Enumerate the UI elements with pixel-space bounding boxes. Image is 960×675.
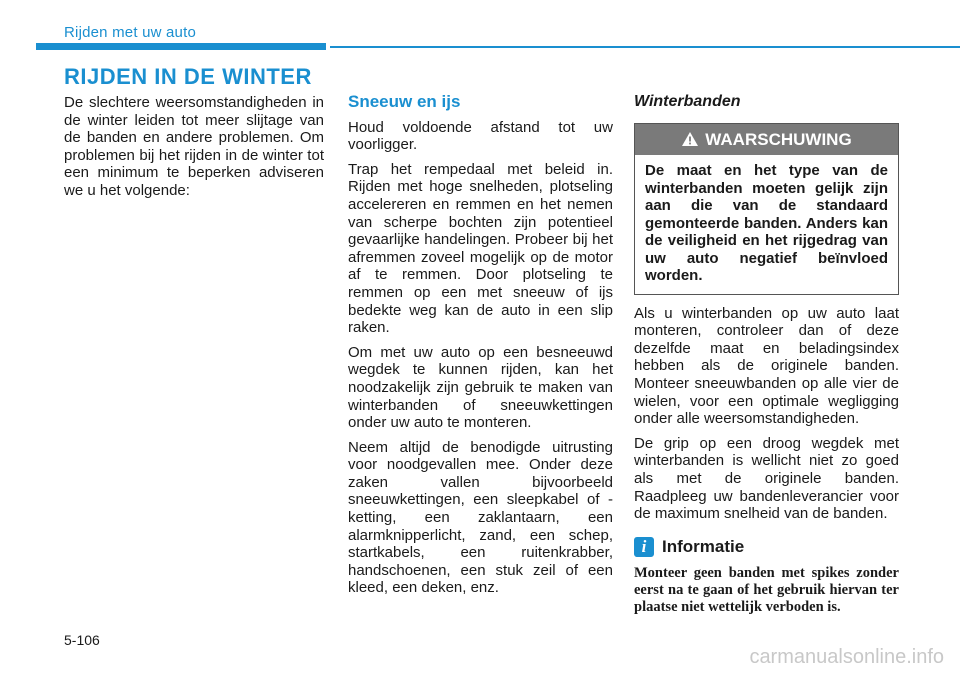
warning-header: [635, 124, 898, 156]
warning-triangle-icon: [681, 131, 699, 147]
paragraph: Om met uw auto op een besneeuwd wegdek te kunnen rijden, kan het noodzakelijk zijn gebruik te maken van winterbanden of sneeuwkettingen onder uw auto te monteren.: [348, 343, 613, 432]
watermark: carmanualsonline.info: [749, 646, 944, 668]
info-title: Informatie: [662, 537, 745, 557]
paragraph: Trap het rempedaal met beleid in. Rijden met hoge snelheden, plotseling accelereren en remmen en het nemen van scherpe bochten zijn potentieel gevaarlijke handelingen. Probeer bij het afremmen zoveel mogelijk op de motor af te remmen. Door plotseling te remmen op een met sneeuw of ijs bedekte weg kan de auto in een slip raken.: [348, 160, 613, 337]
info-header: [634, 537, 899, 557]
column-middle: [348, 93, 613, 604]
info-text: Monteer geen banden met spikes zonder eerst na te gaan of het gebruik hiervan ter plaatse niet wettelijk verboden is.: [634, 564, 899, 615]
intro-paragraph: De slechtere weersomstandigheden in de winter leiden tot meer slijtage van de banden en andere problemen. Om problemen bij het rijden in de winter tot een minimum te beperken adviseren we u het volgende:: [64, 94, 324, 199]
warning-text: De maat en het type van de winterbanden moeten gelijk zijn aan die van de standaard gemonteerde banden. Anders kan de veiligheid en het rijgedrag van uw auto negatief beïnvloed worden.: [645, 162, 888, 285]
page-number: 5-106: [64, 632, 100, 648]
warning-label: WAARSCHUWING: [705, 129, 852, 149]
warning-box: [634, 123, 899, 295]
section-title: RIJDEN IN DE WINTER: [64, 64, 312, 89]
paragraph: Houd voldoende afstand tot uw voorligger.: [348, 118, 613, 154]
column-right: [634, 93, 899, 616]
paragraph: Neem altijd de benodigde uitrusting voor noodgevallen mee. Onder deze zaken vallen bijvoorbeeld sneeuwkettingen, een sleepkabel of -ketting, een zaklantaarn, een alarmknipperlicht, zand, een schep, startkabels, een ruitenkrabber, handschoenen, een stuk zeil of een kleed, een deken, enz.: [348, 438, 613, 597]
header-rule: [330, 46, 960, 48]
winter-tires-heading: Winterbanden: [634, 93, 741, 110]
snow-ice-heading: Sneeuw en ijs: [348, 92, 461, 111]
header-bar-accent: [36, 43, 326, 50]
chapter-title: Rijden met uw auto: [64, 24, 197, 41]
paragraph: De grip op een droog wegdek met winterbanden is wellicht niet zo goed als met de originele banden. Raadpleeg uw bandenleverancier voor de maximum snelheid van de banden.: [634, 434, 899, 523]
info-icon: i: [634, 537, 654, 557]
paragraph: Als u winterbanden op uw auto laat monteren, controleer dan of deze dezelfde maat en beladingsindex hebben als de originele banden. Monteer sneeuwbanden op alle vier de wielen, voor een optimale wegligging onder alle weersomstandigheden.: [634, 304, 899, 428]
column-left: [64, 94, 324, 207]
